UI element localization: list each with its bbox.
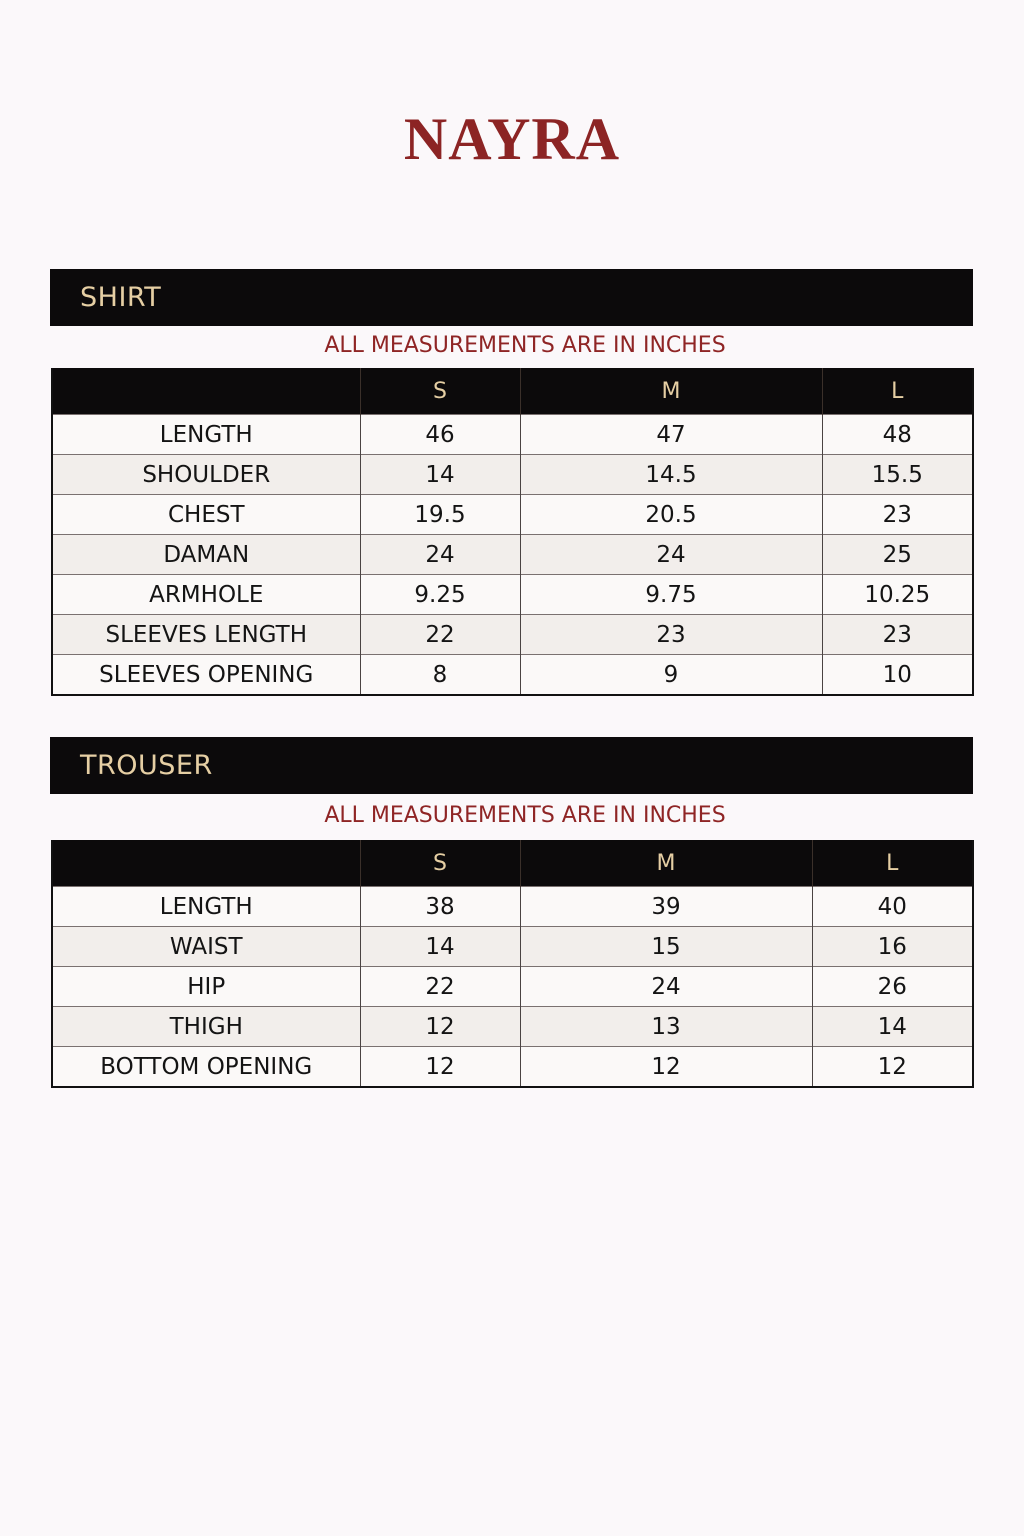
row-label: THIGH — [52, 1007, 360, 1047]
cell-l: 26 — [812, 967, 973, 1007]
column-header-s: S — [360, 840, 520, 887]
row-label: LENGTH — [52, 887, 360, 927]
cell-m: 14.5 — [520, 455, 822, 495]
table-row — [52, 535, 973, 575]
cell-m: 9 — [520, 655, 822, 696]
cell-l: 14 — [812, 1007, 973, 1047]
cell-m: 13 — [520, 1007, 812, 1047]
trouser-units-note: ALL MEASUREMENTS ARE IN INCHES — [324, 803, 726, 828]
row-label: WAIST — [52, 927, 360, 967]
cell-m: 9.75 — [520, 575, 822, 615]
shirt-size-table — [51, 368, 974, 696]
cell-m: 15 — [520, 927, 812, 967]
cell-m: 20.5 — [520, 495, 822, 535]
row-label: HIP — [52, 967, 360, 1007]
table-row — [52, 495, 973, 535]
table-row — [52, 887, 973, 927]
cell-l: 10.25 — [822, 575, 973, 615]
table-row — [52, 455, 973, 495]
row-label: SLEEVES LENGTH — [52, 615, 360, 655]
cell-s: 46 — [360, 415, 520, 455]
cell-m: 12 — [520, 1047, 812, 1088]
column-header-measurement — [52, 368, 360, 415]
table-row — [52, 1047, 973, 1088]
cell-m: 23 — [520, 615, 822, 655]
cell-l: 10 — [822, 655, 973, 696]
cell-s: 19.5 — [360, 495, 520, 535]
table-row — [52, 575, 973, 615]
row-label: ARMHOLE — [52, 575, 360, 615]
row-label: SHOULDER — [52, 455, 360, 495]
cell-l: 23 — [822, 495, 973, 535]
cell-l: 48 — [822, 415, 973, 455]
cell-s: 12 — [360, 1047, 520, 1088]
cell-l: 16 — [812, 927, 973, 967]
cell-s: 14 — [360, 927, 520, 967]
cell-l: 40 — [812, 887, 973, 927]
row-label: CHEST — [52, 495, 360, 535]
cell-s: 9.25 — [360, 575, 520, 615]
column-header-s: S — [360, 368, 520, 415]
table-row — [52, 655, 973, 696]
table-header-row — [52, 840, 973, 887]
row-label: LENGTH — [52, 415, 360, 455]
cell-s: 24 — [360, 535, 520, 575]
row-label: DAMAN — [52, 535, 360, 575]
cell-l: 23 — [822, 615, 973, 655]
brand-logo: NAYRA — [403, 106, 621, 172]
cell-s: 14 — [360, 455, 520, 495]
column-header-m: M — [520, 368, 822, 415]
column-header-m: M — [520, 840, 812, 887]
cell-m: 24 — [520, 535, 822, 575]
cell-m: 47 — [520, 415, 822, 455]
cell-l: 25 — [822, 535, 973, 575]
table-row — [52, 415, 973, 455]
cell-m: 39 — [520, 887, 812, 927]
table-header-row — [52, 368, 973, 415]
table-row — [52, 1007, 973, 1047]
row-label: BOTTOM OPENING — [52, 1047, 360, 1088]
cell-s: 22 — [360, 615, 520, 655]
cell-l: 15.5 — [822, 455, 973, 495]
cell-s: 22 — [360, 967, 520, 1007]
cell-l: 12 — [812, 1047, 973, 1088]
shirt-section-title: SHIRT — [80, 282, 162, 313]
shirt-section-header — [50, 269, 973, 326]
row-label: SLEEVES OPENING — [52, 655, 360, 696]
trouser-section-header — [50, 737, 973, 794]
table-row — [52, 927, 973, 967]
table-row — [52, 615, 973, 655]
shirt-units-note: ALL MEASUREMENTS ARE IN INCHES — [324, 333, 726, 358]
cell-s: 8 — [360, 655, 520, 696]
table-row — [52, 967, 973, 1007]
cell-s: 12 — [360, 1007, 520, 1047]
cell-s: 38 — [360, 887, 520, 927]
trouser-section-title: TROUSER — [80, 750, 213, 781]
column-header-l: L — [812, 840, 973, 887]
column-header-measurement — [52, 840, 360, 887]
column-header-l: L — [822, 368, 973, 415]
cell-m: 24 — [520, 967, 812, 1007]
trouser-size-table — [51, 840, 974, 1088]
